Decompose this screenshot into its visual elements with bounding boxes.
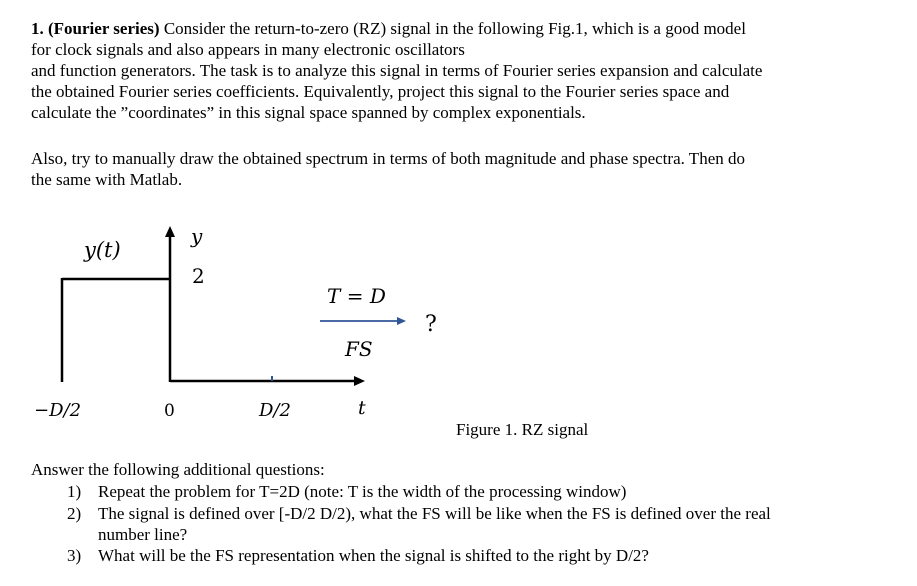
x-label-neg-d-half: −D/2 xyxy=(34,400,82,421)
amplitude-label: 2 xyxy=(192,264,205,288)
y-axis-label: y xyxy=(191,224,203,248)
intro-line: the obtained Fourier series coefficients. Equivalently, project this signal to the Fourier series space and xyxy=(31,82,730,101)
fs-arrow-icon xyxy=(397,317,406,325)
instruction-line: the same with Matlab. xyxy=(31,170,183,189)
question-number: 3) xyxy=(67,546,82,565)
question-text: What will be the FS representation when the signal is shifted to the right by D/2? xyxy=(98,546,649,565)
question-text: Repeat the problem for T=2D (note: T is the width of the processing window) xyxy=(98,482,627,501)
t-axis-arrow-icon xyxy=(354,376,365,386)
question-text: The signal is defined over [-D/2 D/2), what the FS will be like when the FS is defined over the real xyxy=(98,504,771,523)
x-label-zero: 0 xyxy=(164,401,175,421)
fs-label: FS xyxy=(345,337,373,361)
intro-line: calculate the ”coordinates” in this signal space spanned by complex exponentials. xyxy=(31,103,586,122)
question-number: 1) xyxy=(67,482,82,501)
x-label-d-half: D/2 xyxy=(259,400,291,421)
signal-label: y(t) xyxy=(84,238,121,262)
question-number: 2) xyxy=(67,504,82,523)
questions-intro: Answer the following additional questions: xyxy=(31,460,325,479)
intro-line: Consider the return-to-zero (RZ) signal in the following Fig.1, which is a good model xyxy=(163,19,746,38)
result-question-mark: ? xyxy=(425,312,437,337)
figure-caption: Figure 1. RZ signal xyxy=(456,420,589,439)
window-label: T = D xyxy=(327,284,386,308)
y-axis-arrow-icon xyxy=(165,226,175,237)
intro-line: and function generators. The task is to analyze this signal in terms of Fourier series expansion and calculate xyxy=(31,61,763,80)
problem-heading: 1. (Fourier series) xyxy=(31,19,160,38)
question-text: number line? xyxy=(98,525,188,544)
instruction-line: Also, try to manually draw the obtained spectrum in terms of both magnitude and phase spectra. Then do xyxy=(31,149,745,168)
intro-line: for clock signals and also appears in many electronic oscillators xyxy=(31,40,465,59)
x-label-t: t xyxy=(358,397,366,419)
